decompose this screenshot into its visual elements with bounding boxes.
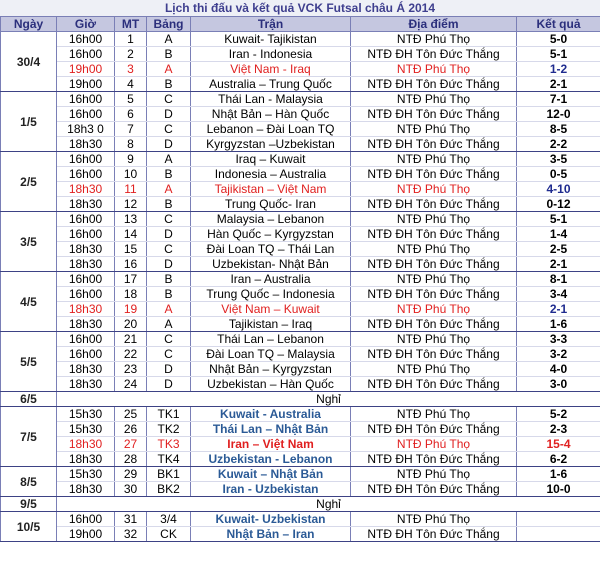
match-time: 18h30 (57, 242, 115, 257)
match-time: 15h30 (57, 467, 115, 482)
match-time: 19h00 (57, 77, 115, 92)
match-result: 2-1 (517, 77, 600, 92)
header-result: Kết quả (517, 17, 600, 32)
match-row (1, 137, 600, 152)
match-number: 1 (115, 32, 147, 47)
match-venue: NTĐ ĐH Tôn Đức Thắng (351, 47, 517, 62)
match-venue: NTĐ ĐH Tôn Đức Thắng (351, 257, 517, 272)
match-teams: Uzbekistan – Hàn Quốc (191, 377, 351, 392)
match-venue: NTĐ Phú Thọ (351, 212, 517, 227)
match-result (517, 527, 600, 542)
match-venue: NTĐ Phú Thọ (351, 362, 517, 377)
match-group: C (147, 347, 191, 362)
match-row (1, 242, 600, 257)
match-time: 16h00 (57, 512, 115, 527)
day-cell: 3/5 (1, 212, 57, 272)
match-teams: Tajikistan – Việt Nam (191, 182, 351, 197)
match-venue: NTĐ Phú Thọ (351, 152, 517, 167)
match-number: 25 (115, 407, 147, 422)
header-venue: Địa điểm (351, 17, 517, 32)
match-number: 12 (115, 197, 147, 212)
match-result: 2-1 (517, 257, 600, 272)
match-venue: NTĐ ĐH Tôn Đức Thắng (351, 452, 517, 467)
match-row (1, 122, 600, 137)
match-number: 32 (115, 527, 147, 542)
match-result: 12-0 (517, 107, 600, 122)
match-group: A (147, 302, 191, 317)
match-time: 18h30 (57, 377, 115, 392)
match-number: 3 (115, 62, 147, 77)
match-number: 13 (115, 212, 147, 227)
day-cell: 9/5 (1, 497, 57, 512)
match-number: 29 (115, 467, 147, 482)
rest-day-row (1, 497, 600, 512)
match-row (1, 182, 600, 197)
match-result: 5-1 (517, 47, 600, 62)
match-number: 15 (115, 242, 147, 257)
match-group: 3/4 (147, 512, 191, 527)
match-result: 3-2 (517, 347, 600, 362)
match-number: 28 (115, 452, 147, 467)
match-row (1, 362, 600, 377)
match-row (1, 227, 600, 242)
rest-day-label: Nghỉ (57, 497, 600, 512)
match-time: 16h00 (57, 272, 115, 287)
match-time: 18h30 (57, 302, 115, 317)
match-number: 23 (115, 362, 147, 377)
day-cell: 7/5 (1, 407, 57, 467)
match-row (1, 197, 600, 212)
match-venue: NTĐ Phú Thọ (351, 512, 517, 527)
match-time: 16h00 (57, 227, 115, 242)
schedule-table (0, 16, 600, 542)
match-time: 19h00 (57, 62, 115, 77)
match-time: 15h30 (57, 407, 115, 422)
match-venue: NTĐ ĐH Tôn Đức Thắng (351, 227, 517, 242)
match-teams: Nhật Bản – Kyrgyzstan (191, 362, 351, 377)
rest-day-row (1, 392, 600, 407)
match-group: B (147, 167, 191, 182)
match-result: 4-10 (517, 182, 600, 197)
match-group: CK (147, 527, 191, 542)
match-number: 10 (115, 167, 147, 182)
match-group: C (147, 242, 191, 257)
match-result: 1-6 (517, 317, 600, 332)
match-number: 24 (115, 377, 147, 392)
match-teams: Đài Loan TQ – Thái Lan (191, 242, 351, 257)
match-result: 8-5 (517, 122, 600, 137)
match-number: 31 (115, 512, 147, 527)
match-group: TK4 (147, 452, 191, 467)
match-teams: Kuwait- Tajikistan (191, 32, 351, 47)
match-time: 18h3 0 (57, 122, 115, 137)
match-row (1, 332, 600, 347)
header-row (1, 17, 600, 32)
match-group: A (147, 32, 191, 47)
header-time: Giờ (57, 17, 115, 32)
match-teams: Thái Lan - Malaysia (191, 92, 351, 107)
match-number: 30 (115, 482, 147, 497)
match-venue: NTĐ ĐH Tôn Đức Thắng (351, 197, 517, 212)
match-row (1, 317, 600, 332)
match-teams: Iraq – Kuwait (191, 152, 351, 167)
match-number: 7 (115, 122, 147, 137)
match-group: D (147, 257, 191, 272)
match-result: 1-4 (517, 227, 600, 242)
match-time: 18h30 (57, 197, 115, 212)
match-row (1, 212, 600, 227)
rest-day-label: Nghỉ (57, 392, 600, 407)
match-time: 15h30 (57, 422, 115, 437)
match-teams: Indonesia – Australia (191, 167, 351, 182)
match-teams: Trung Quốc- Iran (191, 197, 351, 212)
match-group: TK3 (147, 437, 191, 452)
match-row (1, 32, 600, 47)
match-venue: NTĐ Phú Thọ (351, 62, 517, 77)
match-result (517, 512, 600, 527)
match-number: 8 (115, 137, 147, 152)
match-teams: Iran – Việt Nam (191, 437, 351, 452)
match-venue: NTĐ Phú Thọ (351, 182, 517, 197)
match-row (1, 287, 600, 302)
match-result: 4-0 (517, 362, 600, 377)
match-teams: Kuwait- Uzbekistan (191, 512, 351, 527)
match-row (1, 347, 600, 362)
match-number: 14 (115, 227, 147, 242)
header-match-no: MT (115, 17, 147, 32)
match-group: B (147, 47, 191, 62)
match-number: 19 (115, 302, 147, 317)
match-number: 9 (115, 152, 147, 167)
match-teams: Nhật Bản – Hàn Quốc (191, 107, 351, 122)
match-result: 2-3 (517, 422, 600, 437)
match-teams: Lebanon – Đài Loan TQ (191, 122, 351, 137)
match-result: 3-4 (517, 287, 600, 302)
match-group: A (147, 317, 191, 332)
match-number: 18 (115, 287, 147, 302)
match-venue: NTĐ Phú Thọ (351, 272, 517, 287)
match-time: 16h00 (57, 107, 115, 122)
match-time: 16h00 (57, 32, 115, 47)
match-row (1, 167, 600, 182)
match-teams: Nhật Bản – Iran (191, 527, 351, 542)
page-title: Lịch thi đấu và kết quả VCK Futsal châu Á 2014 (0, 0, 600, 16)
match-venue: NTĐ ĐH Tôn Đức Thắng (351, 137, 517, 152)
match-result: 5-1 (517, 212, 600, 227)
match-row (1, 377, 600, 392)
match-group: A (147, 152, 191, 167)
match-venue: NTĐ ĐH Tôn Đức Thắng (351, 482, 517, 497)
match-venue: NTĐ ĐH Tôn Đức Thắng (351, 347, 517, 362)
day-cell: 10/5 (1, 512, 57, 542)
match-time: 18h30 (57, 482, 115, 497)
match-time: 16h00 (57, 287, 115, 302)
match-row (1, 62, 600, 77)
day-cell: 30/4 (1, 32, 57, 92)
match-teams: Kyrgyzstan –Uzbekistan (191, 137, 351, 152)
match-venue: NTĐ ĐH Tôn Đức Thắng (351, 527, 517, 542)
match-group: BK2 (147, 482, 191, 497)
match-venue: NTĐ Phú Thọ (351, 122, 517, 137)
match-result: 8-1 (517, 272, 600, 287)
match-venue: NTĐ Phú Thọ (351, 407, 517, 422)
match-number: 17 (115, 272, 147, 287)
match-group: C (147, 212, 191, 227)
match-group: D (147, 377, 191, 392)
match-time: 16h00 (57, 167, 115, 182)
match-venue: NTĐ ĐH Tôn Đức Thắng (351, 167, 517, 182)
match-number: 16 (115, 257, 147, 272)
match-number: 21 (115, 332, 147, 347)
match-number: 5 (115, 92, 147, 107)
match-row (1, 92, 600, 107)
header-group: Bảng (147, 17, 191, 32)
match-time: 16h00 (57, 92, 115, 107)
match-time: 16h00 (57, 47, 115, 62)
match-row (1, 257, 600, 272)
match-time: 18h30 (57, 437, 115, 452)
match-row (1, 512, 600, 527)
match-number: 20 (115, 317, 147, 332)
match-venue: NTĐ ĐH Tôn Đức Thắng (351, 287, 517, 302)
match-teams: Iran - Uzbekistan (191, 482, 351, 497)
match-row (1, 482, 600, 497)
match-result: 3-0 (517, 377, 600, 392)
match-group: TK1 (147, 407, 191, 422)
match-group: TK2 (147, 422, 191, 437)
match-result: 2-2 (517, 137, 600, 152)
match-time: 19h00 (57, 527, 115, 542)
match-teams: Australia – Trung Quốc (191, 77, 351, 92)
match-time: 18h30 (57, 452, 115, 467)
match-group: B (147, 272, 191, 287)
match-group: D (147, 362, 191, 377)
day-cell: 8/5 (1, 467, 57, 497)
match-time: 18h30 (57, 362, 115, 377)
match-group: D (147, 227, 191, 242)
match-number: 26 (115, 422, 147, 437)
match-group: A (147, 182, 191, 197)
match-row (1, 152, 600, 167)
match-teams: Iran – Australia (191, 272, 351, 287)
match-time: 16h00 (57, 347, 115, 362)
match-row (1, 302, 600, 317)
match-teams: Kuwait - Australia (191, 407, 351, 422)
match-row (1, 272, 600, 287)
match-venue: NTĐ ĐH Tôn Đức Thắng (351, 377, 517, 392)
match-teams: Iran - Indonesia (191, 47, 351, 62)
match-result: 0-12 (517, 197, 600, 212)
match-teams: Uzbekistan - Lebanon (191, 452, 351, 467)
match-time: 16h00 (57, 152, 115, 167)
match-time: 16h00 (57, 212, 115, 227)
match-venue: NTĐ ĐH Tôn Đức Thắng (351, 317, 517, 332)
match-group: D (147, 107, 191, 122)
match-time: 18h30 (57, 317, 115, 332)
match-row (1, 107, 600, 122)
match-result: 5-2 (517, 407, 600, 422)
match-group: C (147, 122, 191, 137)
match-row (1, 437, 600, 452)
match-teams: Hàn Quốc – Kyrgyzstan (191, 227, 351, 242)
match-teams: Uzbekistan- Nhật Bản (191, 257, 351, 272)
match-number: 11 (115, 182, 147, 197)
match-venue: NTĐ Phú Thọ (351, 302, 517, 317)
match-venue: NTĐ ĐH Tôn Đức Thắng (351, 422, 517, 437)
header-day: Ngày (1, 17, 57, 32)
match-row (1, 452, 600, 467)
match-group: BK1 (147, 467, 191, 482)
match-number: 6 (115, 107, 147, 122)
match-number: 27 (115, 437, 147, 452)
day-cell: 2/5 (1, 152, 57, 212)
match-result: 1-6 (517, 467, 600, 482)
day-cell: 6/5 (1, 392, 57, 407)
match-result: 3-3 (517, 332, 600, 347)
match-time: 16h00 (57, 332, 115, 347)
match-group: B (147, 77, 191, 92)
match-result: 1-2 (517, 62, 600, 77)
match-group: C (147, 92, 191, 107)
match-result: 5-0 (517, 32, 600, 47)
match-row (1, 407, 600, 422)
day-cell: 4/5 (1, 272, 57, 332)
match-venue: NTĐ ĐH Tôn Đức Thắng (351, 77, 517, 92)
match-group: B (147, 197, 191, 212)
match-venue: NTĐ Phú Thọ (351, 92, 517, 107)
match-result: 6-2 (517, 452, 600, 467)
match-row (1, 47, 600, 62)
match-venue: NTĐ Phú Thọ (351, 467, 517, 482)
match-teams: Tajikistan – Iraq (191, 317, 351, 332)
day-cell: 5/5 (1, 332, 57, 392)
match-teams: Trung Quốc – Indonesia (191, 287, 351, 302)
match-time: 18h30 (57, 257, 115, 272)
match-venue: NTĐ Phú Thọ (351, 32, 517, 47)
schedule-body (1, 32, 600, 542)
match-time: 18h30 (57, 182, 115, 197)
match-teams: Việt Nam - Iraq (191, 62, 351, 77)
match-teams: Việt Nam – Kuwait (191, 302, 351, 317)
match-result: 0-5 (517, 167, 600, 182)
match-result: 7-1 (517, 92, 600, 107)
match-number: 22 (115, 347, 147, 362)
match-row (1, 527, 600, 542)
match-teams: Đài Loan TQ – Malaysia (191, 347, 351, 362)
match-venue: NTĐ Phú Thọ (351, 332, 517, 347)
day-cell: 1/5 (1, 92, 57, 152)
match-venue: NTĐ ĐH Tôn Đức Thắng (351, 107, 517, 122)
match-group: B (147, 287, 191, 302)
match-result: 2-5 (517, 242, 600, 257)
match-number: 2 (115, 47, 147, 62)
match-row (1, 422, 600, 437)
match-teams: Thái Lan – Lebanon (191, 332, 351, 347)
match-group: A (147, 62, 191, 77)
match-teams: Malaysia – Lebanon (191, 212, 351, 227)
match-venue: NTĐ Phú Thọ (351, 437, 517, 452)
match-result: 10-0 (517, 482, 600, 497)
match-number: 4 (115, 77, 147, 92)
match-result: 2-1 (517, 302, 600, 317)
header-match: Trận (191, 17, 351, 32)
match-result: 15-4 (517, 437, 600, 452)
match-teams: Kuwait – Nhật Bản (191, 467, 351, 482)
match-row (1, 467, 600, 482)
match-venue: NTĐ Phú Thọ (351, 242, 517, 257)
match-result: 3-5 (517, 152, 600, 167)
match-time: 18h30 (57, 137, 115, 152)
match-group: C (147, 332, 191, 347)
match-row (1, 77, 600, 92)
match-teams: Thái Lan – Nhật Bản (191, 422, 351, 437)
match-group: D (147, 137, 191, 152)
